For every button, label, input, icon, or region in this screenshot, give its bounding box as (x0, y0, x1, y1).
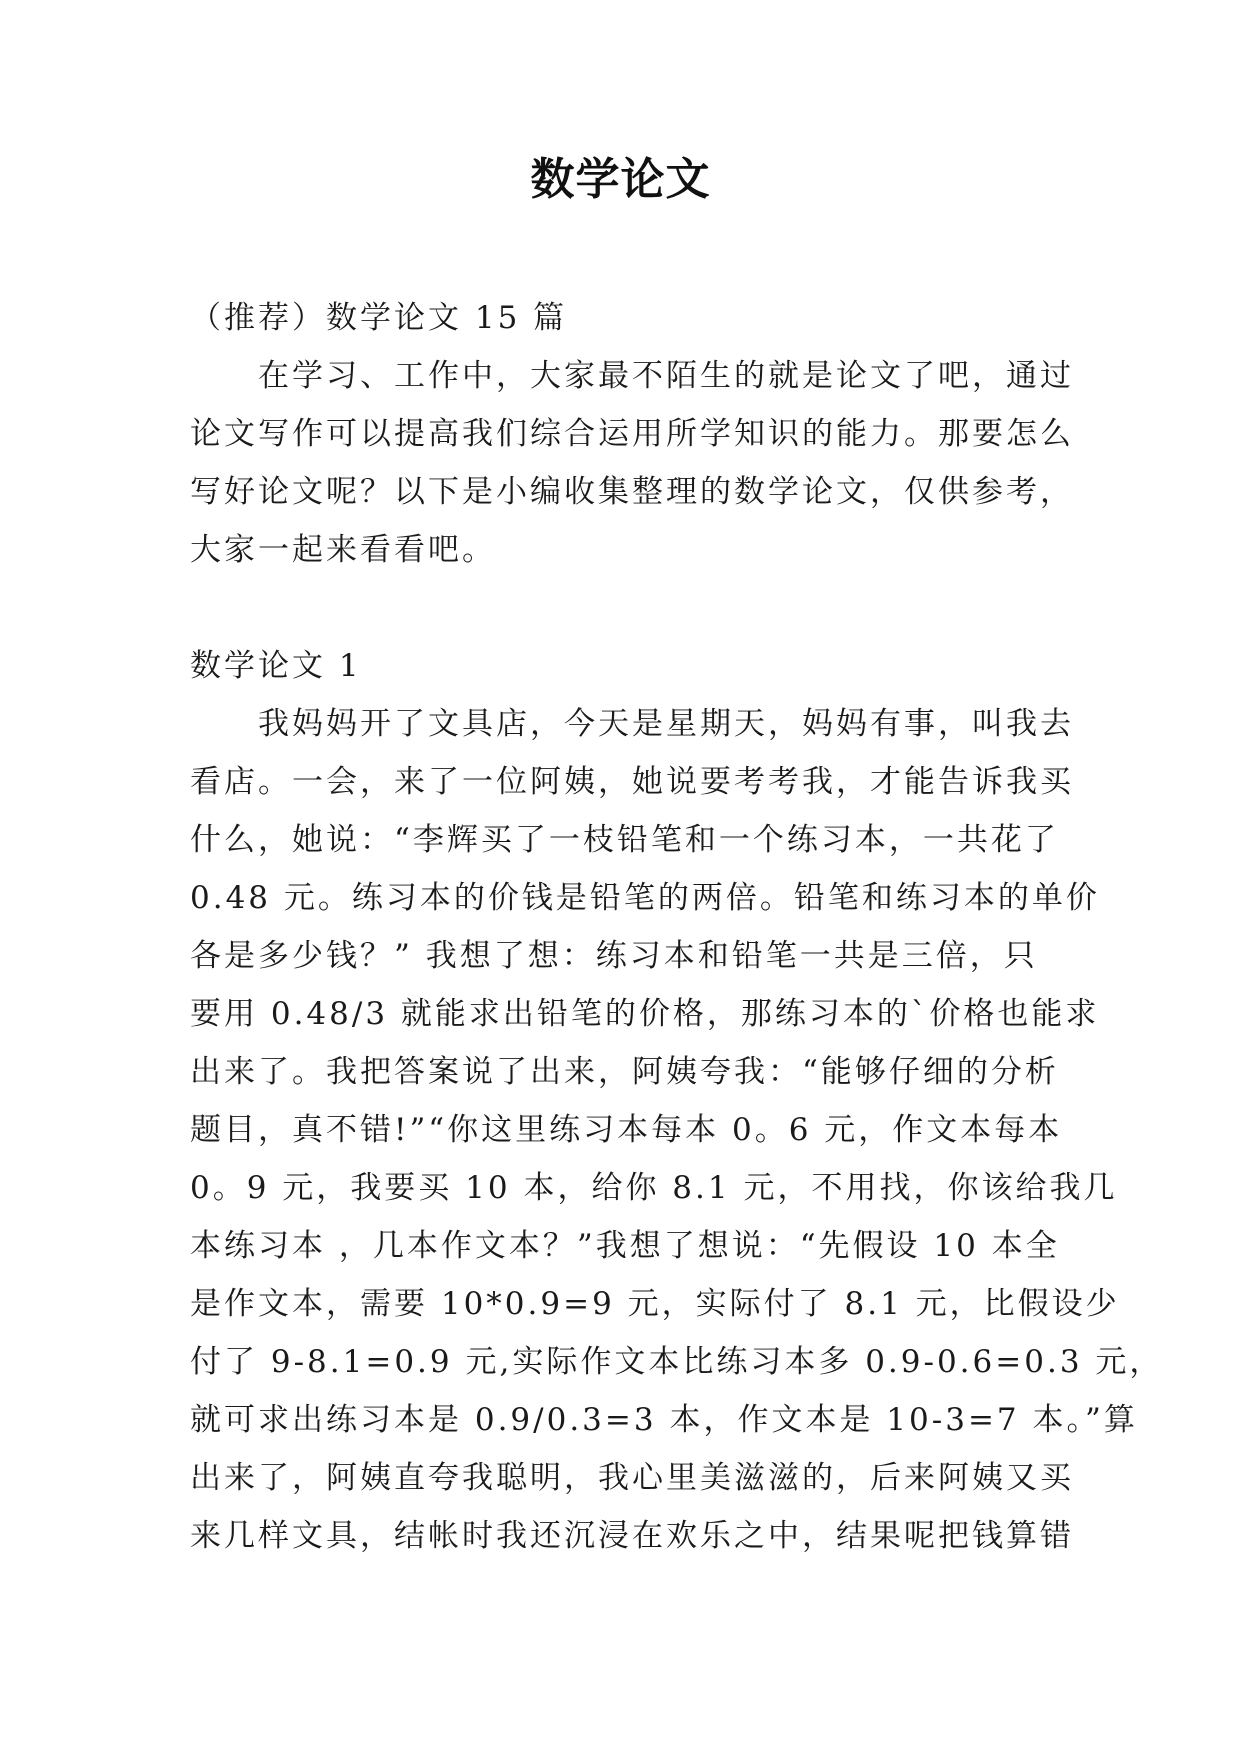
body-line: 出来了，阿姨直夸我聪明，我心里美滋滋的，后来阿姨又买 (190, 1460, 1074, 1496)
intro-line: 大家一起来看看吧。 (190, 532, 496, 568)
document-title: 数学论文 (530, 154, 711, 205)
body-line: 是作文本，需要 10*0.9=9 元，实际付了 8.1 元，比假设少 (190, 1286, 1120, 1322)
document-subtitle: （推荐）数学论文 15 篇 (190, 300, 568, 336)
body-line: 什么，她说：“李辉买了一枝铅笔和一个练习本，一共花了 (190, 822, 1059, 858)
section-heading: 数学论文 1 (190, 648, 362, 684)
body-line: 看店。一会，来了一位阿姨，她说要考考我，才能告诉我买 (190, 764, 1074, 800)
body-line: 付了 9-8.1=0.9 元,实际作文本比练习本多 0.9-0.6=0.3 元， (190, 1344, 1164, 1380)
intro-line: 论文写作可以提高我们综合运用所学知识的能力。那要怎么 (190, 416, 1074, 452)
intro-line: 写好论文呢？以下是小编收集整理的数学论文，仅供参考， (190, 474, 1074, 510)
body-line: 0。9 元，我要买 10 本，给你 8.1 元，不用找，你该给我几 (190, 1170, 1118, 1206)
body-line: 本练习本 ，几本作文本？”我想了想说：“先假设 10 本全 (190, 1228, 1060, 1264)
body-line: 就可求出练习本是 0.9/0.3=3 本，作文本是 10-3=7 本。”算 (190, 1402, 1138, 1438)
body-line: 出来了。我把答案说了出来，阿姨夸我：“能够仔细的分析 (190, 1054, 1059, 1090)
body-line: 题目，真不错!”“你这里练习本每本 0。6 元，作文本每本 (190, 1112, 1063, 1148)
body-line: 要用 0.48/3 就能求出铅笔的价格，那练习本的`价格也能求 (190, 996, 1100, 1032)
body-line: 我妈妈开了文具店，今天是星期天，妈妈有事，叫我去 (258, 706, 1074, 742)
body-line: 来几样文具，结帐时我还沉浸在欢乐之中，结果呢把钱算错 (190, 1518, 1074, 1554)
body-line: 各是多少钱？” 我想了想：练习本和铅笔一共是三倍，只 (190, 938, 1038, 974)
body-line: 0.48 元。练习本的价钱是铅笔的两倍。铅笔和练习本的单价 (190, 880, 1100, 916)
intro-line: 在学习、工作中，大家最不陌生的就是论文了吧，通过 (258, 358, 1074, 394)
